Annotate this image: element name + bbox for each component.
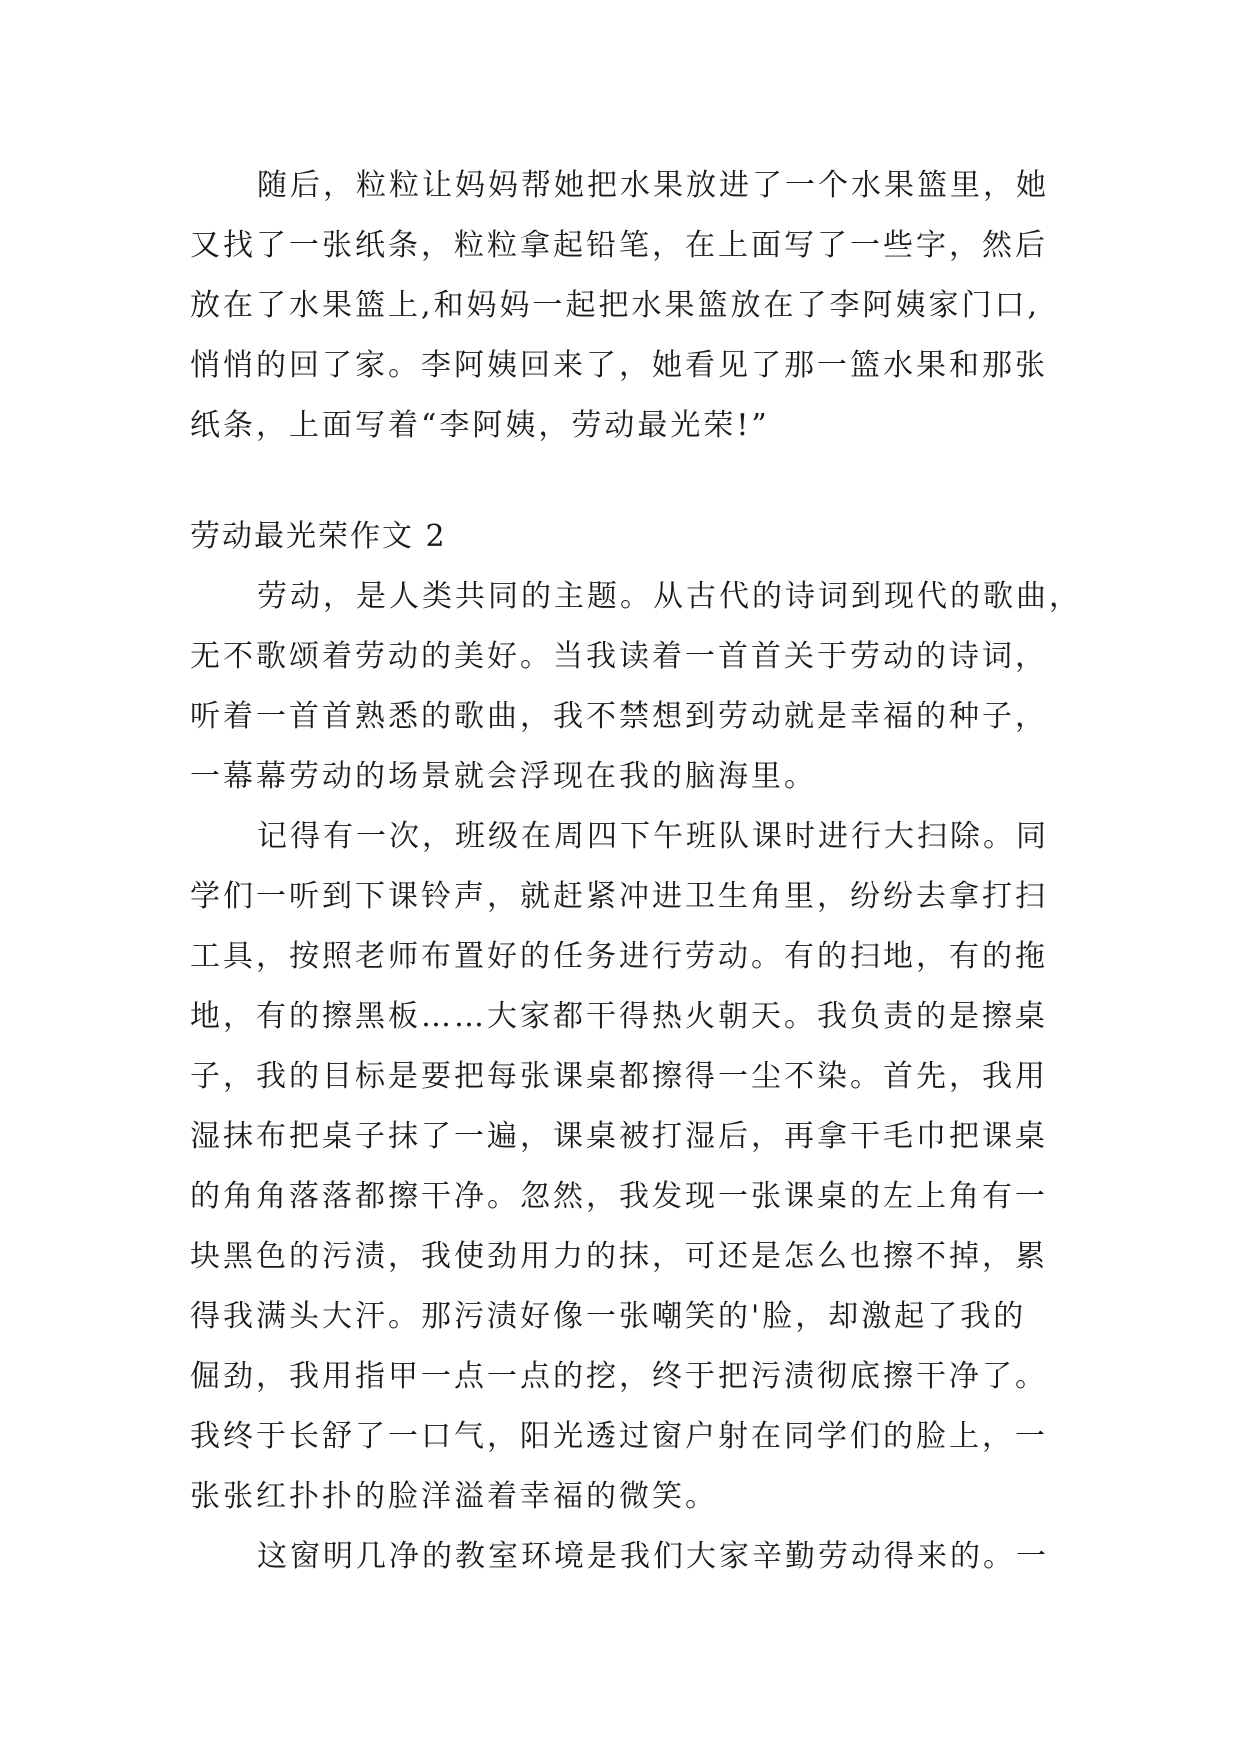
paragraph-line: 随后，粒粒让妈妈帮她把水果放进了一个水果篮里，她	[257, 168, 1049, 203]
paragraph-line: 悄悄的回了家。李阿姨回来了，她看见了那一篮水果和那张	[190, 348, 1048, 383]
paragraph-line: 张张红扑扑的脸洋溢着幸福的微笑。	[190, 1479, 718, 1514]
paragraph-line: 学们一听到下课铃声，就赶紧冲进卫生角里，纷纷去拿打扫	[190, 879, 1048, 914]
paragraph-line: 劳动，是人类共同的主题。从古代的诗词到现代的歌曲，	[257, 579, 1082, 614]
paragraph-line: 倔劲，我用指甲一点一点的挖，终于把污渍彻底擦干净了。	[190, 1359, 1048, 1394]
paragraph-line: 工具，按照老师布置好的任务进行劳动。有的扫地，有的拖	[190, 939, 1048, 974]
paragraph-line: 的角角落落都擦干净。忽然，我发现一张课桌的左上角有一	[190, 1179, 1048, 1214]
paragraph-line: 子，我的目标是要把每张课桌都擦得一尘不染。首先，我用	[190, 1059, 1048, 1094]
paragraph-line: 湿抹布把桌子抹了一遍，课桌被打湿后，再拿干毛巾把课桌	[190, 1119, 1048, 1154]
paragraph-line: 放在了水果篮上,和妈妈一起把水果篮放在了李阿姨家门口,	[190, 288, 1041, 323]
paragraph-line: 我终于长舒了一口气，阳光透过窗户射在同学们的脸上，一	[190, 1419, 1048, 1454]
paragraph-line: 又找了一张纸条，粒粒拿起铅笔，在上面写了一些字，然后	[190, 228, 1048, 263]
paragraph-line: 一幕幕劳动的场景就会浮现在我的脑海里。	[190, 759, 817, 794]
paragraph-line: 这窗明几净的教室环境是我们大家辛勤劳动得来的。一	[257, 1539, 1049, 1574]
paragraph-line: 记得有一次，班级在周四下午班队课时进行大扫除。同	[257, 819, 1049, 854]
paragraph-line: 听着一首首熟悉的歌曲，我不禁想到劳动就是幸福的种子，	[190, 699, 1048, 734]
paragraph-line: 得我满头大汗。那污渍好像一张嘲笑的'脸，却激起了我的	[190, 1299, 1027, 1334]
paragraph-line: 无不歌颂着劳动的美好。当我读着一首首关于劳动的诗词，	[190, 639, 1048, 674]
paragraph-line: 纸条，上面写着“李阿姨，劳动最光荣!”	[190, 408, 770, 443]
paragraph-line: 地，有的擦黑板……大家都干得热火朝天。我负责的是擦桌	[190, 999, 1048, 1034]
section-heading: 劳动最光荣作文 2	[190, 519, 447, 554]
paragraph-line: 块黑色的污渍，我使劲用力的抹，可还是怎么也擦不掉，累	[190, 1239, 1048, 1274]
